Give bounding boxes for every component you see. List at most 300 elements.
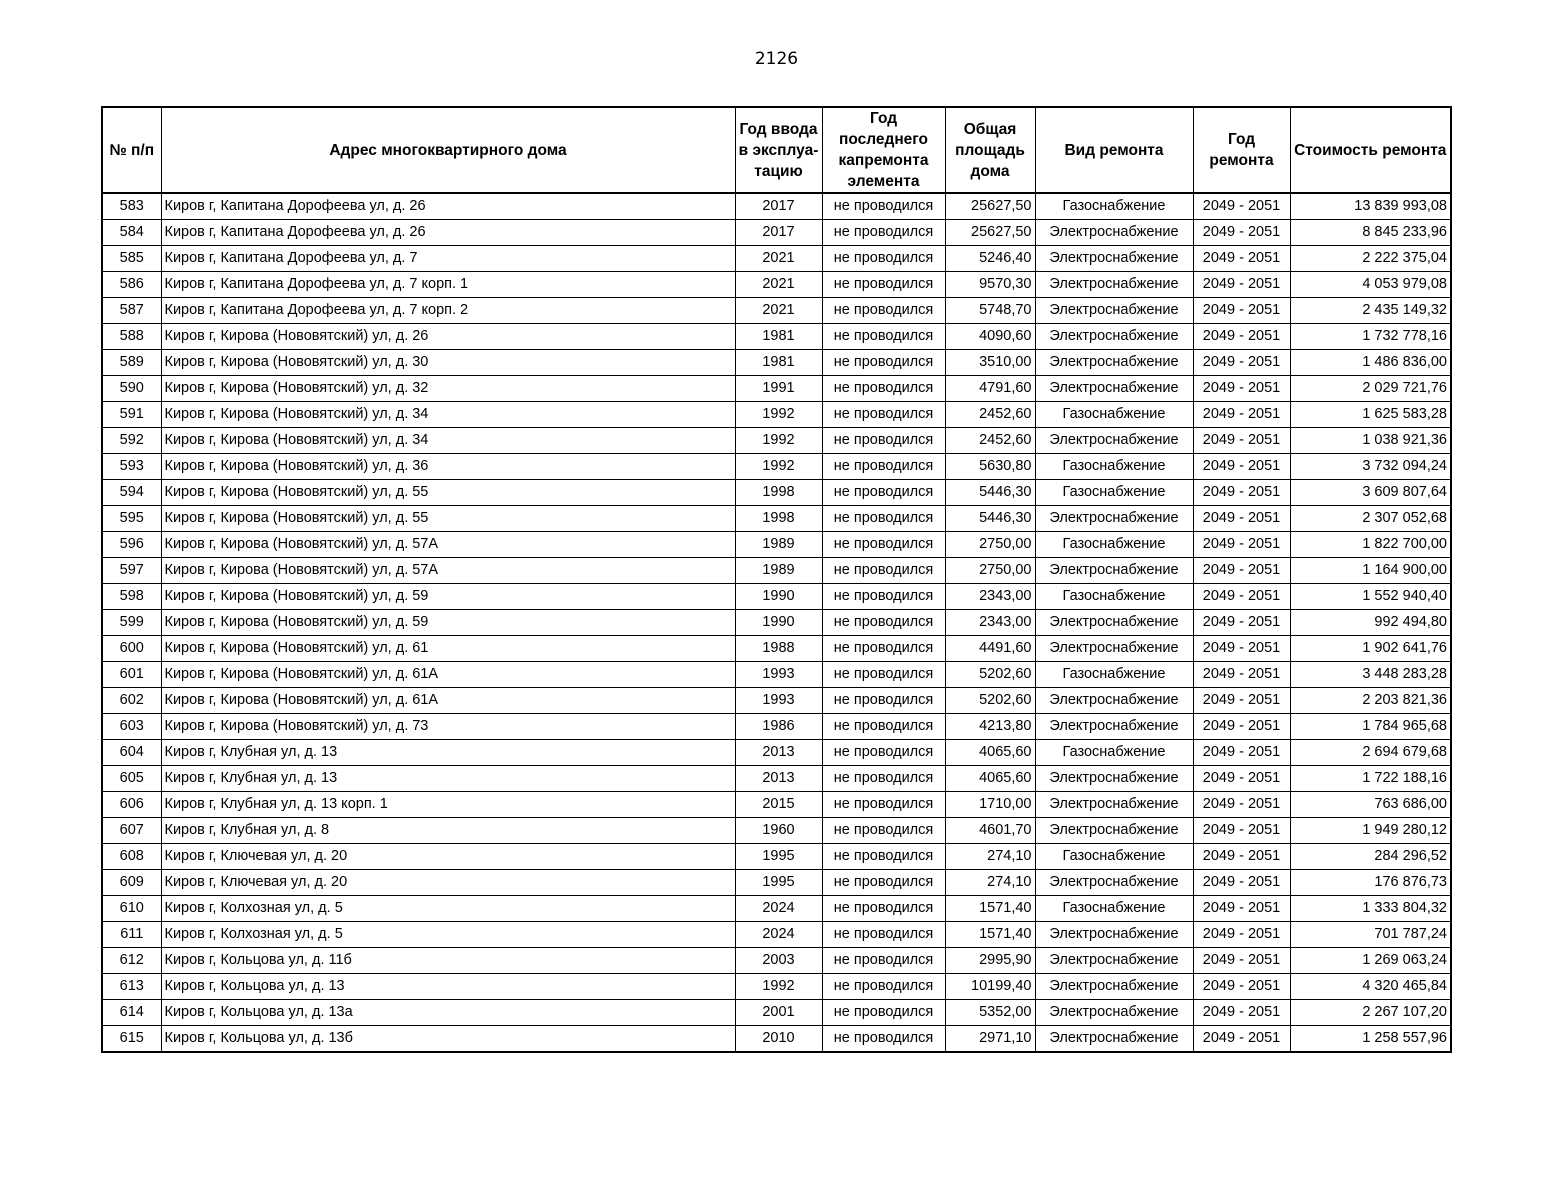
cell-year-last-repair: не проводился bbox=[822, 350, 945, 376]
cell-address: Киров г, Кирова (Нововятский) ул, д. 73 bbox=[161, 714, 735, 740]
cell-num: 593 bbox=[102, 454, 161, 480]
cell-area: 5202,60 bbox=[945, 662, 1035, 688]
cell-area: 5202,60 bbox=[945, 688, 1035, 714]
cell-year-commission: 1998 bbox=[735, 480, 822, 506]
cell-year-last-repair: не проводился bbox=[822, 272, 945, 298]
cell-area: 2995,90 bbox=[945, 948, 1035, 974]
cell-repair-type: Газоснабжение bbox=[1035, 532, 1193, 558]
cell-year-last-repair: не проводился bbox=[822, 324, 945, 350]
cell-cost: 2 694 679,68 bbox=[1290, 740, 1451, 766]
cell-address: Киров г, Колхозная ул, д. 5 bbox=[161, 922, 735, 948]
cell-repair-type: Электроснабжение bbox=[1035, 558, 1193, 584]
cell-num: 602 bbox=[102, 688, 161, 714]
cell-repair-type: Электроснабжение bbox=[1035, 428, 1193, 454]
cell-area: 25627,50 bbox=[945, 220, 1035, 246]
repair-table bbox=[101, 106, 1452, 1053]
cell-repair-year: 2049 - 2051 bbox=[1193, 324, 1290, 350]
cell-repair-year: 2049 - 2051 bbox=[1193, 428, 1290, 454]
header-area: Общая площадь дома bbox=[945, 107, 1035, 193]
cell-address: Киров г, Капитана Дорофеева ул, д. 26 bbox=[161, 220, 735, 246]
cell-address: Киров г, Ключевая ул, д. 20 bbox=[161, 844, 735, 870]
cell-repair-type: Газоснабжение bbox=[1035, 454, 1193, 480]
cell-num: 583 bbox=[102, 193, 161, 220]
cell-address: Киров г, Ключевая ул, д. 20 bbox=[161, 870, 735, 896]
cell-cost: 1 822 700,00 bbox=[1290, 532, 1451, 558]
cell-repair-year: 2049 - 2051 bbox=[1193, 480, 1290, 506]
cell-cost: 992 494,80 bbox=[1290, 610, 1451, 636]
cell-repair-type: Газоснабжение bbox=[1035, 662, 1193, 688]
cell-year-commission: 1995 bbox=[735, 844, 822, 870]
cell-repair-type: Электроснабжение bbox=[1035, 376, 1193, 402]
cell-address: Киров г, Капитана Дорофеева ул, д. 7 bbox=[161, 246, 735, 272]
cell-repair-year: 2049 - 2051 bbox=[1193, 532, 1290, 558]
cell-year-last-repair: не проводился bbox=[822, 558, 945, 584]
cell-year-commission: 1990 bbox=[735, 610, 822, 636]
cell-year-commission: 1989 bbox=[735, 558, 822, 584]
header-address: Адрес многоквартирного дома bbox=[161, 107, 735, 193]
cell-repair-type: Газоснабжение bbox=[1035, 740, 1193, 766]
cell-address: Киров г, Кирова (Нововятский) ул, д. 57А bbox=[161, 558, 735, 584]
cell-cost: 1 258 557,96 bbox=[1290, 1026, 1451, 1053]
cell-area: 5446,30 bbox=[945, 506, 1035, 532]
cell-repair-year: 2049 - 2051 bbox=[1193, 792, 1290, 818]
cell-num: 603 bbox=[102, 714, 161, 740]
cell-area: 4791,60 bbox=[945, 376, 1035, 402]
cell-area: 4065,60 bbox=[945, 740, 1035, 766]
table-row bbox=[102, 402, 1451, 428]
cell-repair-year: 2049 - 2051 bbox=[1193, 220, 1290, 246]
table-row bbox=[102, 714, 1451, 740]
cell-num: 599 bbox=[102, 610, 161, 636]
header-cost: Стоимость ремонта bbox=[1290, 107, 1451, 193]
cell-address: Киров г, Кирова (Нововятский) ул, д. 34 bbox=[161, 428, 735, 454]
cell-address: Киров г, Капитана Дорофеева ул, д. 7 корп. 2 bbox=[161, 298, 735, 324]
cell-num: 587 bbox=[102, 298, 161, 324]
cell-cost: 176 876,73 bbox=[1290, 870, 1451, 896]
table-row bbox=[102, 922, 1451, 948]
cell-cost: 1 722 188,16 bbox=[1290, 766, 1451, 792]
cell-repair-type: Электроснабжение bbox=[1035, 610, 1193, 636]
header-num: № п/п bbox=[102, 107, 161, 193]
cell-repair-year: 2049 - 2051 bbox=[1193, 506, 1290, 532]
cell-repair-year: 2049 - 2051 bbox=[1193, 272, 1290, 298]
header-repair-year: Год ремонта bbox=[1193, 107, 1290, 193]
cell-repair-type: Электроснабжение bbox=[1035, 272, 1193, 298]
cell-year-last-repair: не проводился bbox=[822, 454, 945, 480]
cell-repair-year: 2049 - 2051 bbox=[1193, 584, 1290, 610]
cell-year-commission: 1995 bbox=[735, 870, 822, 896]
cell-cost: 8 845 233,96 bbox=[1290, 220, 1451, 246]
cell-year-last-repair: не проводился bbox=[822, 193, 945, 220]
cell-repair-year: 2049 - 2051 bbox=[1193, 1000, 1290, 1026]
cell-repair-year: 2049 - 2051 bbox=[1193, 402, 1290, 428]
cell-repair-year: 2049 - 2051 bbox=[1193, 1026, 1290, 1053]
cell-year-last-repair: не проводился bbox=[822, 714, 945, 740]
cell-year-last-repair: не проводился bbox=[822, 220, 945, 246]
cell-repair-type: Газоснабжение bbox=[1035, 402, 1193, 428]
cell-year-commission: 2015 bbox=[735, 792, 822, 818]
table-row bbox=[102, 324, 1451, 350]
cell-year-commission: 1992 bbox=[735, 428, 822, 454]
table-row bbox=[102, 350, 1451, 376]
cell-cost: 3 609 807,64 bbox=[1290, 480, 1451, 506]
cell-repair-year: 2049 - 2051 bbox=[1193, 688, 1290, 714]
cell-area: 2452,60 bbox=[945, 428, 1035, 454]
cell-year-last-repair: не проводился bbox=[822, 532, 945, 558]
cell-area: 2452,60 bbox=[945, 402, 1035, 428]
cell-address: Киров г, Кольцова ул, д. 11б bbox=[161, 948, 735, 974]
table-row bbox=[102, 688, 1451, 714]
cell-year-commission: 2013 bbox=[735, 740, 822, 766]
cell-address: Киров г, Кирова (Нововятский) ул, д. 59 bbox=[161, 584, 735, 610]
cell-repair-year: 2049 - 2051 bbox=[1193, 974, 1290, 1000]
cell-area: 3510,00 bbox=[945, 350, 1035, 376]
cell-year-last-repair: не проводился bbox=[822, 246, 945, 272]
cell-num: 615 bbox=[102, 1026, 161, 1053]
cell-repair-type: Газоснабжение bbox=[1035, 896, 1193, 922]
cell-cost: 2 203 821,36 bbox=[1290, 688, 1451, 714]
table-row bbox=[102, 272, 1451, 298]
cell-num: 614 bbox=[102, 1000, 161, 1026]
table-row bbox=[102, 792, 1451, 818]
cell-num: 584 bbox=[102, 220, 161, 246]
table-row bbox=[102, 532, 1451, 558]
cell-repair-year: 2049 - 2051 bbox=[1193, 896, 1290, 922]
cell-repair-year: 2049 - 2051 bbox=[1193, 376, 1290, 402]
cell-repair-year: 2049 - 2051 bbox=[1193, 870, 1290, 896]
header-repair-type: Вид ремонта bbox=[1035, 107, 1193, 193]
cell-address: Киров г, Капитана Дорофеева ул, д. 7 корп. 1 bbox=[161, 272, 735, 298]
cell-year-last-repair: не проводился bbox=[822, 376, 945, 402]
cell-address: Киров г, Кирова (Нововятский) ул, д. 36 bbox=[161, 454, 735, 480]
cell-area: 4491,60 bbox=[945, 636, 1035, 662]
cell-repair-year: 2049 - 2051 bbox=[1193, 766, 1290, 792]
cell-year-commission: 1998 bbox=[735, 506, 822, 532]
cell-year-last-repair: не проводился bbox=[822, 688, 945, 714]
cell-year-last-repair: не проводился bbox=[822, 896, 945, 922]
cell-address: Киров г, Кирова (Нововятский) ул, д. 55 bbox=[161, 506, 735, 532]
cell-repair-year: 2049 - 2051 bbox=[1193, 844, 1290, 870]
cell-repair-year: 2049 - 2051 bbox=[1193, 610, 1290, 636]
cell-repair-year: 2049 - 2051 bbox=[1193, 948, 1290, 974]
cell-cost: 1 038 921,36 bbox=[1290, 428, 1451, 454]
cell-repair-type: Электроснабжение bbox=[1035, 350, 1193, 376]
cell-address: Киров г, Кирова (Нововятский) ул, д. 30 bbox=[161, 350, 735, 376]
cell-repair-type: Электроснабжение bbox=[1035, 1026, 1193, 1053]
cell-address: Киров г, Кирова (Нововятский) ул, д. 61А bbox=[161, 662, 735, 688]
cell-cost: 1 625 583,28 bbox=[1290, 402, 1451, 428]
cell-cost: 1 902 641,76 bbox=[1290, 636, 1451, 662]
cell-address: Киров г, Колхозная ул, д. 5 bbox=[161, 896, 735, 922]
cell-year-commission: 1990 bbox=[735, 584, 822, 610]
cell-year-commission: 1991 bbox=[735, 376, 822, 402]
cell-address: Киров г, Капитана Дорофеева ул, д. 26 bbox=[161, 193, 735, 220]
cell-area: 5630,80 bbox=[945, 454, 1035, 480]
cell-area: 4601,70 bbox=[945, 818, 1035, 844]
cell-area: 274,10 bbox=[945, 844, 1035, 870]
cell-cost: 2 435 149,32 bbox=[1290, 298, 1451, 324]
cell-num: 613 bbox=[102, 974, 161, 1000]
cell-year-commission: 2017 bbox=[735, 220, 822, 246]
cell-num: 605 bbox=[102, 766, 161, 792]
cell-repair-type: Электроснабжение bbox=[1035, 766, 1193, 792]
cell-year-commission: 1992 bbox=[735, 454, 822, 480]
cell-repair-type: Электроснабжение bbox=[1035, 870, 1193, 896]
cell-repair-type: Электроснабжение bbox=[1035, 220, 1193, 246]
cell-area: 1710,00 bbox=[945, 792, 1035, 818]
table-row bbox=[102, 193, 1451, 220]
table-row bbox=[102, 220, 1451, 246]
cell-cost: 2 029 721,76 bbox=[1290, 376, 1451, 402]
cell-area: 4065,60 bbox=[945, 766, 1035, 792]
cell-repair-type: Электроснабжение bbox=[1035, 688, 1193, 714]
cell-repair-type: Газоснабжение bbox=[1035, 193, 1193, 220]
table-row bbox=[102, 974, 1451, 1000]
cell-cost: 1 784 965,68 bbox=[1290, 714, 1451, 740]
header-year-last-repair: Год последнего капремонта элемента bbox=[822, 107, 945, 193]
cell-cost: 1 552 940,40 bbox=[1290, 584, 1451, 610]
table-row bbox=[102, 844, 1451, 870]
cell-address: Киров г, Клубная ул, д. 13 bbox=[161, 766, 735, 792]
cell-address: Киров г, Кирова (Нововятский) ул, д. 57А bbox=[161, 532, 735, 558]
cell-year-commission: 1992 bbox=[735, 974, 822, 1000]
cell-area: 5748,70 bbox=[945, 298, 1035, 324]
table-row bbox=[102, 740, 1451, 766]
cell-year-last-repair: не проводился bbox=[822, 844, 945, 870]
cell-repair-year: 2049 - 2051 bbox=[1193, 740, 1290, 766]
cell-address: Киров г, Кирова (Нововятский) ул, д. 61 bbox=[161, 636, 735, 662]
cell-repair-year: 2049 - 2051 bbox=[1193, 246, 1290, 272]
cell-year-commission: 2024 bbox=[735, 922, 822, 948]
cell-year-last-repair: не проводился bbox=[822, 480, 945, 506]
cell-year-commission: 1981 bbox=[735, 324, 822, 350]
cell-cost: 284 296,52 bbox=[1290, 844, 1451, 870]
cell-year-last-repair: не проводился bbox=[822, 402, 945, 428]
cell-year-last-repair: не проводился bbox=[822, 610, 945, 636]
cell-area: 5352,00 bbox=[945, 1000, 1035, 1026]
cell-repair-year: 2049 - 2051 bbox=[1193, 193, 1290, 220]
table-body bbox=[102, 193, 1451, 1052]
cell-repair-year: 2049 - 2051 bbox=[1193, 818, 1290, 844]
table-row bbox=[102, 610, 1451, 636]
cell-repair-year: 2049 - 2051 bbox=[1193, 454, 1290, 480]
cell-num: 606 bbox=[102, 792, 161, 818]
cell-cost: 1 732 778,16 bbox=[1290, 324, 1451, 350]
table-row bbox=[102, 662, 1451, 688]
cell-cost: 1 164 900,00 bbox=[1290, 558, 1451, 584]
table-row bbox=[102, 1026, 1451, 1053]
table-row bbox=[102, 480, 1451, 506]
cell-repair-type: Электроснабжение bbox=[1035, 714, 1193, 740]
cell-year-commission: 1988 bbox=[735, 636, 822, 662]
cell-num: 590 bbox=[102, 376, 161, 402]
table-row bbox=[102, 246, 1451, 272]
cell-year-commission: 2001 bbox=[735, 1000, 822, 1026]
cell-year-commission: 2021 bbox=[735, 246, 822, 272]
cell-area: 25627,50 bbox=[945, 193, 1035, 220]
cell-area: 2343,00 bbox=[945, 610, 1035, 636]
cell-repair-type: Электроснабжение bbox=[1035, 792, 1193, 818]
cell-year-last-repair: не проводился bbox=[822, 428, 945, 454]
table-row bbox=[102, 454, 1451, 480]
cell-year-commission: 1992 bbox=[735, 402, 822, 428]
cell-address: Киров г, Кольцова ул, д. 13а bbox=[161, 1000, 735, 1026]
cell-address: Киров г, Кирова (Нововятский) ул, д. 61А bbox=[161, 688, 735, 714]
cell-year-commission: 1989 bbox=[735, 532, 822, 558]
cell-repair-type: Электроснабжение bbox=[1035, 324, 1193, 350]
cell-repair-type: Электроснабжение bbox=[1035, 636, 1193, 662]
cell-year-commission: 1960 bbox=[735, 818, 822, 844]
cell-area: 2343,00 bbox=[945, 584, 1035, 610]
cell-year-commission: 1993 bbox=[735, 662, 822, 688]
table-row bbox=[102, 298, 1451, 324]
cell-year-last-repair: не проводился bbox=[822, 1000, 945, 1026]
cell-cost: 2 222 375,04 bbox=[1290, 246, 1451, 272]
cell-repair-type: Электроснабжение bbox=[1035, 922, 1193, 948]
table-row bbox=[102, 506, 1451, 532]
cell-year-commission: 2021 bbox=[735, 272, 822, 298]
cell-address: Киров г, Кирова (Нововятский) ул, д. 32 bbox=[161, 376, 735, 402]
cell-cost: 2 267 107,20 bbox=[1290, 1000, 1451, 1026]
cell-area: 1571,40 bbox=[945, 922, 1035, 948]
cell-year-commission: 1981 bbox=[735, 350, 822, 376]
cell-cost: 4 320 465,84 bbox=[1290, 974, 1451, 1000]
cell-year-last-repair: не проводился bbox=[822, 974, 945, 1000]
cell-year-commission: 1986 bbox=[735, 714, 822, 740]
cell-year-last-repair: не проводился bbox=[822, 1026, 945, 1053]
cell-repair-year: 2049 - 2051 bbox=[1193, 662, 1290, 688]
cell-num: 592 bbox=[102, 428, 161, 454]
cell-repair-type: Электроснабжение bbox=[1035, 974, 1193, 1000]
cell-num: 594 bbox=[102, 480, 161, 506]
cell-address: Киров г, Кольцова ул, д. 13 bbox=[161, 974, 735, 1000]
cell-area: 2750,00 bbox=[945, 532, 1035, 558]
cell-num: 595 bbox=[102, 506, 161, 532]
cell-num: 610 bbox=[102, 896, 161, 922]
cell-cost: 1 269 063,24 bbox=[1290, 948, 1451, 974]
cell-year-last-repair: не проводился bbox=[822, 506, 945, 532]
cell-area: 274,10 bbox=[945, 870, 1035, 896]
table-row bbox=[102, 818, 1451, 844]
cell-year-commission: 2017 bbox=[735, 193, 822, 220]
table-row bbox=[102, 428, 1451, 454]
cell-cost: 1 486 836,00 bbox=[1290, 350, 1451, 376]
cell-year-last-repair: не проводился bbox=[822, 792, 945, 818]
cell-year-commission: 2013 bbox=[735, 766, 822, 792]
cell-address: Киров г, Кирова (Нововятский) ул, д. 26 bbox=[161, 324, 735, 350]
cell-repair-type: Электроснабжение bbox=[1035, 246, 1193, 272]
cell-year-last-repair: не проводился bbox=[822, 584, 945, 610]
cell-num: 600 bbox=[102, 636, 161, 662]
cell-num: 604 bbox=[102, 740, 161, 766]
cell-repair-type: Газоснабжение bbox=[1035, 480, 1193, 506]
cell-cost: 2 307 052,68 bbox=[1290, 506, 1451, 532]
cell-num: 609 bbox=[102, 870, 161, 896]
table-row bbox=[102, 636, 1451, 662]
cell-repair-type: Электроснабжение bbox=[1035, 818, 1193, 844]
cell-repair-type: Газоснабжение bbox=[1035, 844, 1193, 870]
cell-num: 596 bbox=[102, 532, 161, 558]
cell-num: 601 bbox=[102, 662, 161, 688]
cell-year-commission: 2021 bbox=[735, 298, 822, 324]
table-row bbox=[102, 1000, 1451, 1026]
cell-year-commission: 2003 bbox=[735, 948, 822, 974]
cell-repair-year: 2049 - 2051 bbox=[1193, 636, 1290, 662]
cell-year-commission: 2010 bbox=[735, 1026, 822, 1053]
cell-address: Киров г, Кольцова ул, д. 13б bbox=[161, 1026, 735, 1053]
cell-area: 4090,60 bbox=[945, 324, 1035, 350]
cell-year-last-repair: не проводился bbox=[822, 948, 945, 974]
header-year-commission: Год ввода в эксплуа-тацию bbox=[735, 107, 822, 193]
cell-num: 586 bbox=[102, 272, 161, 298]
cell-repair-type: Электроснабжение bbox=[1035, 298, 1193, 324]
cell-repair-type: Электроснабжение bbox=[1035, 1000, 1193, 1026]
page-number: 2126 bbox=[754, 49, 799, 69]
table-row bbox=[102, 948, 1451, 974]
cell-address: Киров г, Кирова (Нововятский) ул, д. 55 bbox=[161, 480, 735, 506]
cell-area: 5446,30 bbox=[945, 480, 1035, 506]
cell-repair-type: Электроснабжение bbox=[1035, 948, 1193, 974]
cell-repair-year: 2049 - 2051 bbox=[1193, 922, 1290, 948]
cell-area: 1571,40 bbox=[945, 896, 1035, 922]
cell-year-last-repair: не проводился bbox=[822, 922, 945, 948]
cell-year-last-repair: не проводился bbox=[822, 298, 945, 324]
cell-num: 611 bbox=[102, 922, 161, 948]
cell-address: Киров г, Кирова (Нововятский) ул, д. 59 bbox=[161, 610, 735, 636]
cell-cost: 4 053 979,08 bbox=[1290, 272, 1451, 298]
cell-area: 2971,10 bbox=[945, 1026, 1035, 1053]
cell-num: 591 bbox=[102, 402, 161, 428]
table-row bbox=[102, 766, 1451, 792]
table-row bbox=[102, 376, 1451, 402]
cell-num: 597 bbox=[102, 558, 161, 584]
cell-cost: 1 333 804,32 bbox=[1290, 896, 1451, 922]
cell-num: 612 bbox=[102, 948, 161, 974]
cell-repair-year: 2049 - 2051 bbox=[1193, 298, 1290, 324]
cell-address: Киров г, Клубная ул, д. 13 bbox=[161, 740, 735, 766]
cell-num: 608 bbox=[102, 844, 161, 870]
cell-cost: 701 787,24 bbox=[1290, 922, 1451, 948]
cell-area: 9570,30 bbox=[945, 272, 1035, 298]
cell-year-last-repair: не проводился bbox=[822, 870, 945, 896]
cell-year-commission: 1993 bbox=[735, 688, 822, 714]
cell-cost: 763 686,00 bbox=[1290, 792, 1451, 818]
cell-area: 10199,40 bbox=[945, 974, 1035, 1000]
cell-area: 2750,00 bbox=[945, 558, 1035, 584]
cell-area: 4213,80 bbox=[945, 714, 1035, 740]
cell-address: Киров г, Клубная ул, д. 13 корп. 1 bbox=[161, 792, 735, 818]
cell-repair-year: 2049 - 2051 bbox=[1193, 558, 1290, 584]
cell-cost: 3 732 094,24 bbox=[1290, 454, 1451, 480]
cell-address: Киров г, Кирова (Нововятский) ул, д. 34 bbox=[161, 402, 735, 428]
table-row bbox=[102, 558, 1451, 584]
table-header-row bbox=[102, 107, 1451, 193]
cell-cost: 3 448 283,28 bbox=[1290, 662, 1451, 688]
cell-num: 588 bbox=[102, 324, 161, 350]
table-row bbox=[102, 896, 1451, 922]
cell-repair-type: Электроснабжение bbox=[1035, 506, 1193, 532]
cell-year-commission: 2024 bbox=[735, 896, 822, 922]
cell-cost: 1 949 280,12 bbox=[1290, 818, 1451, 844]
cell-num: 585 bbox=[102, 246, 161, 272]
cell-year-last-repair: не проводился bbox=[822, 740, 945, 766]
cell-cost: 13 839 993,08 bbox=[1290, 193, 1451, 220]
table-row bbox=[102, 870, 1451, 896]
cell-num: 589 bbox=[102, 350, 161, 376]
cell-repair-year: 2049 - 2051 bbox=[1193, 350, 1290, 376]
cell-num: 607 bbox=[102, 818, 161, 844]
cell-year-last-repair: не проводился bbox=[822, 662, 945, 688]
